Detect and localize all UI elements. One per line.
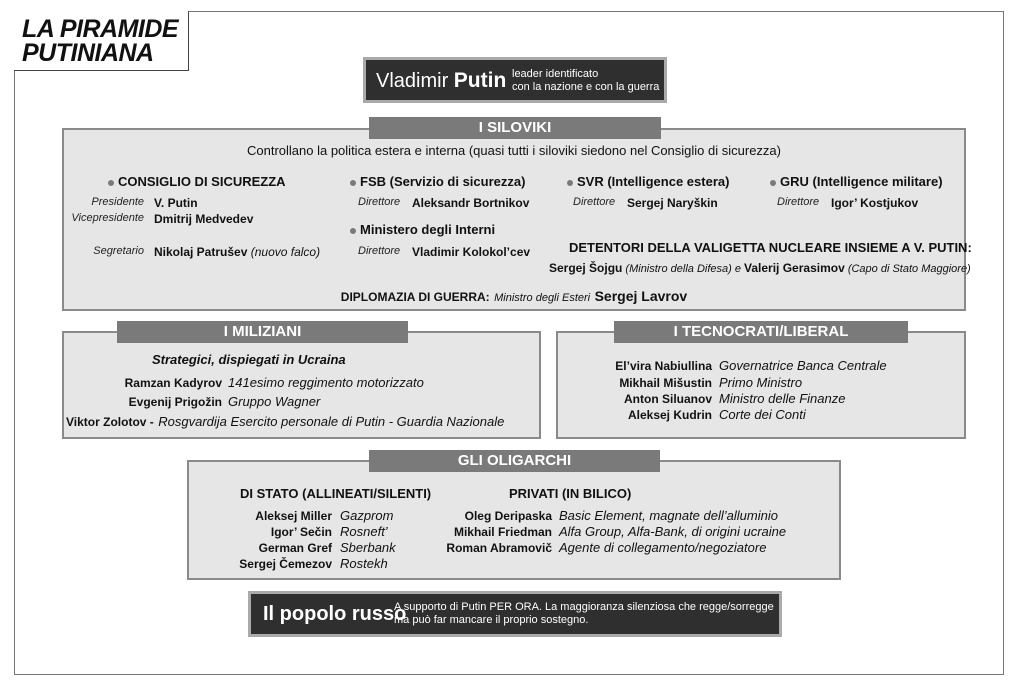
tecnocrati-row-desc: Corte dei Conti	[719, 407, 806, 422]
leader-name	[376, 69, 506, 93]
leader-desc-line1: leader identificato	[512, 68, 599, 80]
siloviki-tab: I SILOVIKI	[369, 117, 661, 139]
consiglio-role-vice: Vicepresidente	[71, 212, 144, 224]
miliziani-row-name: Ramzan Kadyrov	[124, 376, 222, 390]
leader-description	[512, 68, 659, 94]
popolo-desc-line1: A supporto di Putin PER ORA. La maggioranza silenziosa che regge/sorregge	[394, 601, 774, 613]
bullet-icon	[350, 228, 356, 234]
oligarchi-stato-name: Aleksej Miller	[255, 509, 332, 523]
diplomazia-line: DIPLOMAZIA DI GUERRA: Ministro degli Esteri Sergej Lavrov	[340, 288, 688, 304]
oligarchi-stato-desc: Rostekh	[340, 556, 388, 571]
page-title-line1: LA PIRAMIDE	[22, 15, 179, 43]
fsb-heading: FSB (Servizio di sicurezza)	[350, 174, 525, 189]
tecnocrati-row-desc: Ministro delle Finanze	[719, 391, 846, 406]
leader-box	[363, 57, 667, 103]
fsb-name: Aleksandr Bortnikov	[412, 196, 530, 210]
oligarchi-privati-desc: Agente di collegamento/negoziatore	[559, 540, 767, 555]
leader-desc-line2: con la nazione e con la guerra	[512, 81, 660, 93]
oligarchi-privati-desc: Basic Element, magnate dell’alluminio	[559, 508, 778, 523]
popolo-label: Il popolo russo	[263, 603, 407, 625]
tecnocrati-row-name: Aleksej Kudrin	[627, 408, 712, 422]
oligarchi-privati-name: Oleg Deripaska	[464, 509, 552, 523]
oligarchi-privati-desc: Alfa Group, Alfa-Bank, di origini ucraine	[559, 524, 787, 539]
gru-name: Igor’ Kostjukov	[831, 196, 919, 210]
oligarchi-stato-desc: Rosneft’	[340, 524, 388, 539]
tecnocrati-row-name: El’vira Nabiullina	[615, 359, 712, 373]
oligarchi-stato-desc: Gazprom	[340, 508, 394, 523]
oligarchi-privati-name: Mikhail Friedman	[453, 525, 552, 539]
consiglio-segretario: Nikolaj Patrušev (nuovo falco)	[154, 245, 321, 259]
tecnocrati-tab: I TECNOCRATI/LIBERAL	[614, 321, 908, 343]
consiglio-role-presidente: Presidente	[91, 196, 144, 208]
gru-heading: GRU (Intelligence militare)	[770, 174, 943, 189]
tecnocrati-row-name: Anton Siluanov	[624, 392, 712, 406]
miliziani-subtitle: Strategici, dispiegati in Ucraina	[152, 352, 346, 367]
oligarchi-stato-name: Sergej Čemezov	[239, 557, 332, 571]
bullet-icon	[108, 180, 114, 186]
miliziani-row-desc: Gruppo Wagner	[228, 394, 321, 409]
oligarchi-stato-name: German Gref	[258, 541, 332, 555]
oligarchi-tab: GLI OLIGARCHI	[369, 450, 660, 472]
siloviki-intro: Controllano la politica estera e interna (quasi tutti i siloviki siedono nel Consiglio di sicurezza)	[247, 143, 781, 158]
consiglio-name-vice: Dmitrij Medvedev	[154, 212, 254, 226]
svr-role: Direttore	[573, 196, 616, 208]
oligarchi-stato-heading: DI STATO (ALLINEATI/SILENTI)	[240, 486, 432, 501]
consiglio-name-presidente: V. Putin	[154, 196, 198, 210]
tecnocrati-row-name: Mikhail Mišustin	[619, 376, 712, 390]
tecnocrati-row-desc: Governatrice Banca Centrale	[719, 358, 887, 373]
oligarchi-stato-name: Igor’ Sečin	[270, 525, 332, 539]
nucleare-heading: DETENTORI DELLA VALIGETTA NUCLEARE INSIEME A V. PUTIN:	[569, 240, 972, 255]
leader-first-name: Vladimir	[376, 70, 454, 92]
fsb-role: Direttore	[358, 196, 401, 208]
popolo-box	[248, 591, 782, 637]
oligarchi-stato-desc: Sberbank	[340, 540, 396, 555]
interni-heading: Ministero degli Interni	[350, 222, 495, 237]
oligarchi-privati-name: Roman Abramovič	[446, 541, 552, 555]
svr-name: Sergej Naryškin	[627, 196, 718, 210]
bullet-icon	[567, 180, 573, 186]
miliziani-row-zolotov: Viktor Zolotov - Rosgvardija Esercito personale di Putin - Guardia Nazionale	[66, 414, 505, 429]
consiglio-heading: CONSIGLIO DI SICUREZZA	[108, 174, 286, 189]
oligarchi-privati-heading: PRIVATI (IN BILICO)	[509, 486, 632, 501]
bullet-icon	[770, 180, 776, 186]
miliziani-tab: I MILIZIANI	[117, 321, 408, 343]
popolo-desc-line2: ma può far mancare il proprio sostegno.	[394, 614, 589, 626]
leader-last-name: Putin	[453, 69, 507, 92]
title-box	[14, 11, 189, 71]
bullet-icon	[350, 180, 356, 186]
interni-name: Vladimir Kolokol’cev	[412, 245, 531, 259]
tecnocrati-row-desc: Primo Ministro	[719, 375, 803, 390]
popolo-description	[394, 601, 774, 627]
page-title-line2: PUTINIANA	[22, 39, 154, 67]
miliziani-row-name: Evgenij Prigožin	[128, 395, 222, 409]
interni-role: Direttore	[358, 245, 401, 257]
gru-role: Direttore	[777, 196, 820, 208]
svr-heading: SVR (Intelligence estera)	[567, 174, 729, 189]
nucleare-holders: Sergej Šojgu (Ministro della Difesa) e Valerij Gerasimov (Capo di Stato Maggiore)	[549, 261, 971, 275]
miliziani-row-desc: 141esimo reggimento motorizzato	[228, 375, 424, 390]
consiglio-role-segretario: Segretario	[93, 245, 144, 257]
